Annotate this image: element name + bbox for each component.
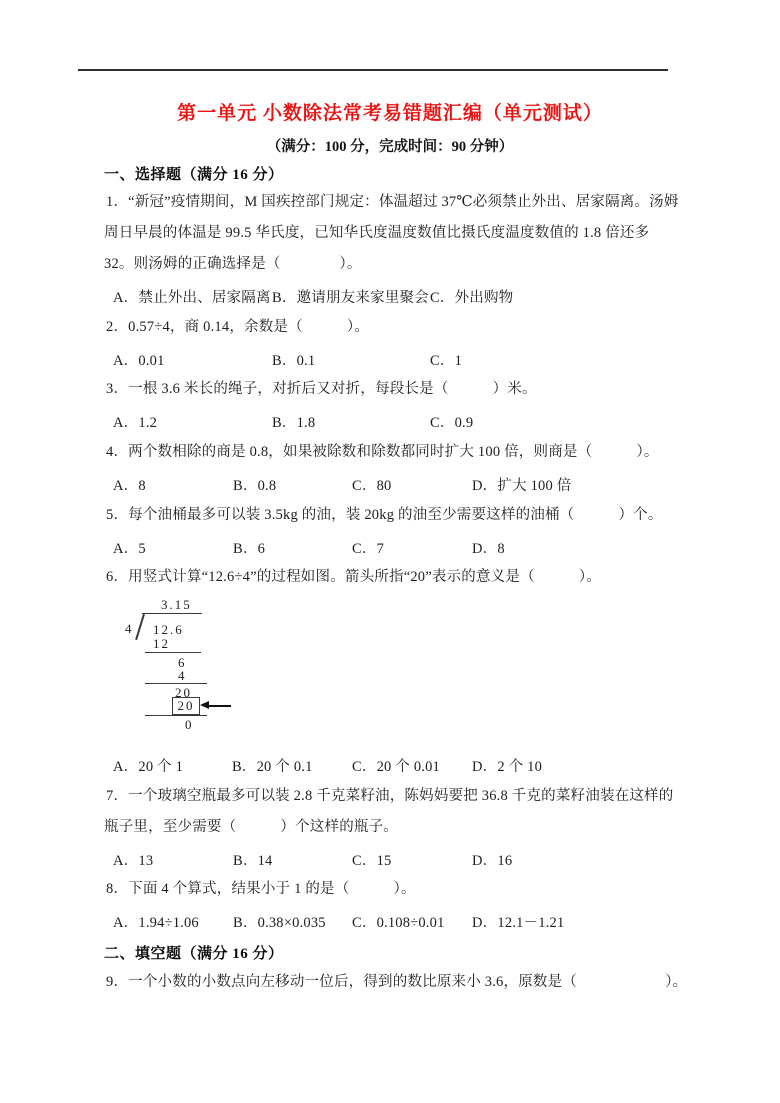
- option-q6-b: B．20 个 0.1: [232, 759, 313, 775]
- option-q8-d: D．12.1－1.21: [472, 915, 565, 931]
- division-step-6: 6: [178, 655, 187, 670]
- question-3-line-1: 3．一根 3.6 米长的绳子，对折后又对折，每段长是（ ）米。: [106, 381, 537, 397]
- option-q3-a: A．1.2: [113, 415, 158, 431]
- section-2-heading: 二、填空题（满分 16 分）: [104, 946, 284, 962]
- option-q7-c: C．15: [352, 853, 392, 869]
- question-1-line-1: 1．“新冠”疫情期间，M 国疾控部门规定：体温超过 37℃必须禁止外出、居家隔离。汤姆: [106, 194, 679, 210]
- arrow-shaft: [208, 705, 231, 707]
- question-6-options: [0, 755, 780, 775]
- option-q5-b: B．6: [233, 541, 266, 557]
- option-q2-c: C．1: [430, 353, 463, 369]
- section-1-heading: 一、选择题（满分 16 分）: [104, 167, 284, 183]
- question-7-line-2: 瓶子里，至少需要（ ）个这样的瓶子。: [104, 819, 398, 835]
- header-rule: [78, 69, 668, 71]
- option-q1-b: B．邀请朋友来家里聚会: [272, 290, 429, 306]
- division-subtract-line-1: [145, 652, 201, 653]
- question-6-line-1: 6．用竖式计算“12.6÷4”的过程如图。箭头所指“20”表示的意义是（ ）。: [106, 569, 602, 585]
- option-q7-b: B．14: [233, 853, 273, 869]
- division-bracket-slash: [135, 614, 145, 640]
- question-3-options: [0, 411, 780, 431]
- option-q4-c: C．80: [352, 478, 392, 494]
- division-vinculum-line: [142, 613, 202, 614]
- division-remainder-0: 0: [185, 717, 194, 732]
- question-2-line-1: 2．0.57÷4，商 0.14，余数是（ ）。: [106, 319, 370, 335]
- question-5-line-1: 5．每个油桶最多可以装 3.5kg 的油，装 20kg 的油至少需要这样的油桶（ ）个。: [106, 507, 663, 523]
- option-q7-a: A．13: [113, 853, 154, 869]
- question-1-options: [0, 286, 780, 306]
- option-q7-d: D．16: [472, 853, 513, 869]
- division-divisor: 4: [125, 621, 134, 636]
- division-subtract-line-3: [145, 715, 207, 716]
- question-4-line-1: 4．两个数相除的商是 0.8，如果被除数和除数都同时扩大 100 倍，则商是（ ）。: [106, 444, 659, 460]
- question-1-line-3: 32。则汤姆的正确选择是（ ）。: [104, 256, 362, 272]
- division-subtract-line-2: [145, 683, 207, 684]
- division-dividend: 12.6: [153, 622, 184, 637]
- question-2-options: [0, 349, 780, 369]
- option-q1-c: C．外出购物: [430, 290, 514, 306]
- question-8-options: [0, 911, 780, 931]
- page-subtitle: （满分：100 分，完成时间：90 分钟）: [266, 139, 514, 155]
- question-7-options: [0, 849, 780, 869]
- division-quotient: 3.15: [161, 597, 192, 612]
- option-q2-a: A．0.01: [113, 353, 165, 369]
- option-q1-a: A．禁止外出、居家隔离: [113, 290, 271, 306]
- option-q3-c: C．0.9: [430, 415, 474, 431]
- option-q4-d: D．扩大 100 倍: [472, 478, 572, 494]
- boxed-20-value: 20: [172, 697, 200, 715]
- option-q4-b: B．0.8: [233, 478, 277, 494]
- question-7-line-1: 7．一个玻璃空瓶最多可以装 2.8 千克菜籽油，陈妈妈要把 36.8 千克的菜籽油装在这样的: [106, 788, 674, 804]
- option-q8-c: C．0.108÷0.01: [352, 915, 445, 931]
- option-q2-b: B．0.1: [272, 353, 316, 369]
- question-9-line-1: 9．一个小数的小数点向左移动一位后，得到的数比原来小 3.6，原数是（ ）。: [106, 974, 688, 990]
- option-q6-a: A．20 个 1: [113, 759, 184, 775]
- question-5-options: [0, 537, 780, 557]
- option-q5-d: D．8: [472, 541, 505, 557]
- division-step-20: 20: [175, 685, 192, 700]
- option-q8-a: A．1.94÷1.06: [113, 915, 199, 931]
- long-division-figure: [120, 596, 320, 748]
- option-q6-d: D．2 个 10: [472, 759, 543, 775]
- question-4-options: [0, 474, 780, 494]
- option-q3-b: B．1.8: [272, 415, 316, 431]
- option-q6-c: C．20 个 0.01: [352, 759, 440, 775]
- question-8-line-1: 8．下面 4 个算式，结果小于 1 的是（ ）。: [106, 881, 416, 897]
- option-q5-a: A．5: [113, 541, 146, 557]
- page-title: 第一单元 小数除法常考易错题汇编（单元测试）: [177, 103, 603, 124]
- option-q4-a: A．8: [113, 478, 146, 494]
- division-step-4: 4: [178, 668, 187, 683]
- question-1-line-2: 周日早晨的体温是 99.5 华氏度，已知华氏度温度数值比摄氏度温度数值的 1.8 倍还多: [104, 225, 650, 241]
- division-step-12: 12: [153, 636, 170, 651]
- option-q8-b: B．0.38×0.035: [233, 915, 326, 931]
- option-q5-c: C．7: [352, 541, 385, 557]
